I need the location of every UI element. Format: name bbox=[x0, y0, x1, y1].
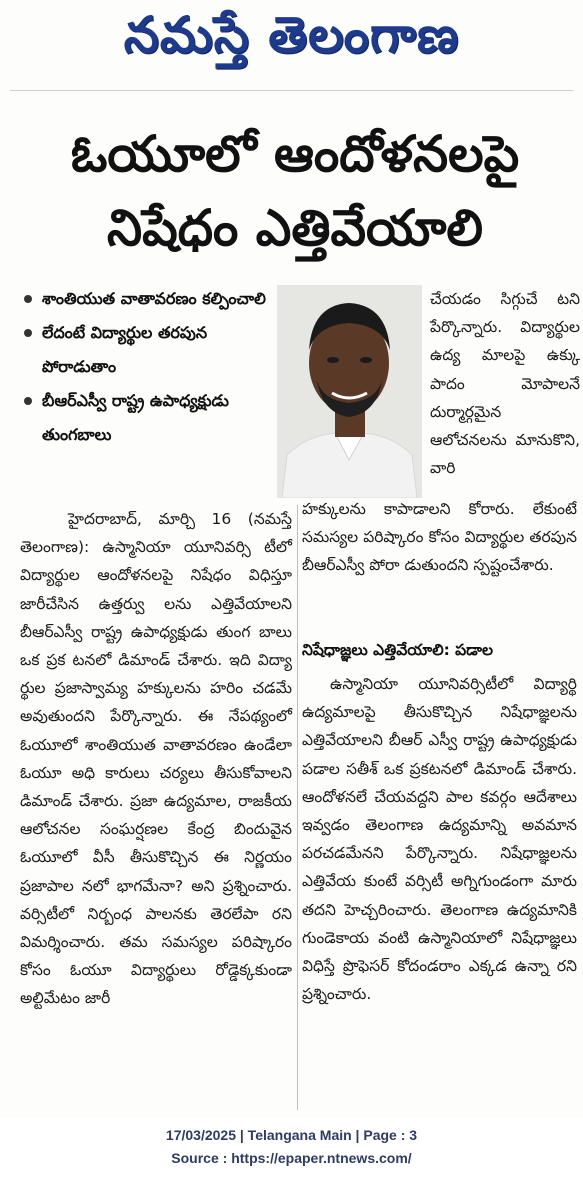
bullet-icon bbox=[24, 295, 32, 303]
masthead-divider bbox=[10, 90, 573, 91]
bullet-list bbox=[20, 282, 275, 452]
headline-line-1: ఓయూలో ఆందోళనలపై bbox=[70, 125, 520, 183]
article-right-top: చేయడం సిగ్గుచే టని పేర్కొన్నారు. విద్యార్థుల ఉద్య మాలపై ఉక్కు పాదం మోపాలనే దుర్మార్గమైన ఆలోచనలను మానుకొని, వారి bbox=[430, 290, 580, 478]
footer-edition-info: 17/03/2025 | Telangana Main | Page : 3 bbox=[165, 1127, 418, 1143]
bullet-item bbox=[20, 316, 275, 384]
portrait-photo bbox=[277, 285, 422, 498]
masthead bbox=[0, 0, 583, 82]
article-subhead: నిషేధాజ్ఞలు ఎత్తివేయాలి: పడాల bbox=[302, 641, 493, 659]
bullet-text: శాంతియుత వాతావరణం కల్పించాలి bbox=[42, 289, 266, 308]
bullet-text: లేదంటే విద్యార్థుల తరపున పోరాడుతాం bbox=[42, 323, 208, 376]
masthead-title: నమస్తే తెలంగాణ bbox=[123, 5, 460, 64]
headline-line-2: నిషేధం ఎత్తివేయాలి bbox=[106, 199, 483, 257]
bullet-icon bbox=[24, 329, 32, 337]
article-right-mid: హక్కులను కాపాడాలని కోరారు. లేకుంటే సమస్యల పరిష్కారం కోసం విద్యార్థుల తరపున బీఆర్ఎస్వీ పోరా డుతుందని స్పష్టంచేశారు. bbox=[302, 500, 577, 575]
bullet-text: బీఆర్ఎస్వీ రాష్ట్ర ఉపాధ్యక్షుడు తుంగబాలు bbox=[42, 391, 229, 444]
bullet-icon bbox=[24, 397, 32, 405]
article-right-body: ఉస్మానియా యూనివర్సిటీలో విద్యార్థి ఉద్యమాలపై తీసుకొచ్చిన నిషేధాజ్ఞలను ఎత్తివేయాలని బీఆర్ ఎస్వీ రాష్ట్ర ఉపాధ్యక్షుడు పడాల సతీశ్ ఒక ప్రకటనలో డిమాండ్ చేశారు. ఆందోళనలే చేయవద్దని పాల కవర్గం ఆదేశాలు ఇవ్వడం తెలంగాణ ఉద్యమాన్ని అవమాన పరచడమేనని పేర్కొన్నారు. నిషేధాజ్ఞలను ఎత్తివేయ కుంటే వర్సిటీ అగ్నిగుండంగా మారు తదని హెచ్చరించారు. తెలంగాణ ఉద్యమానికి గుండెకాయ వంటి ఉస్మానియాలో నిషేధాజ్ఞలు విధిస్తే ప్రొఫెసర్ కోదండరాం ఎక్కడ ఉన్నా రని ప్రశ్నించారు. bbox=[302, 675, 577, 1004]
bullet-item bbox=[20, 282, 275, 316]
article-left-column: హైదరాబాద్, మార్చి 16 (నమస్తే తెలంగాణ): ఉస్మానియా యూనివర్సి టీలో విద్యార్థుల ఆందోళనలపై నిషేధం విధిస్తూ జారీచేసిన ఉత్తర్వు లను ఎత్తివేయాలని బీఆర్ఎస్వీ రాష్ట్ర ఉపాధ్యక్షుడు తుంగ బాలు ఒక ప్రక టనలో డిమాండ్ చేశారు. ఇది విద్యా ర్థుల ప్రజాస్వామ్య హక్కులను హరిం చడమే అవుతుందని పేర్కొన్నారు. ఈ నేపథ్యంలో ఓయూలో శాంతియుత వాతావరణం ఉండేలా ఓయూ అధి కారులు చర్యలు తీసుకోవాలని డిమాండ్ చేశారు. ప్రజా ఉద్యమాల, రాజకీయ ఆలోచనల సంఘర్షణల కేంద్ర బిందువైన ఓయూలో వీసీ తీసుకొచ్చిన ఈ నిర్ణయం ప్రజాపాల నలో భాగమేనా? అని ప్రశ్నించారు. వర్సిటీలో నిర్బంధ పాలనకు తెరలేపా రని విమర్శించారు. తమ సమస్యల పరిష్కారం కోసం ఓయూ విద్యార్థులు రోడ్డెక్కకుండా అల్టిమేటం జారీ bbox=[20, 510, 292, 1008]
person-portrait-icon bbox=[277, 285, 422, 498]
column-divider bbox=[297, 505, 298, 1110]
bullet-item bbox=[20, 384, 275, 452]
footer-source-link[interactable]: Source : https://epaper.ntnews.com/ bbox=[171, 1150, 412, 1166]
